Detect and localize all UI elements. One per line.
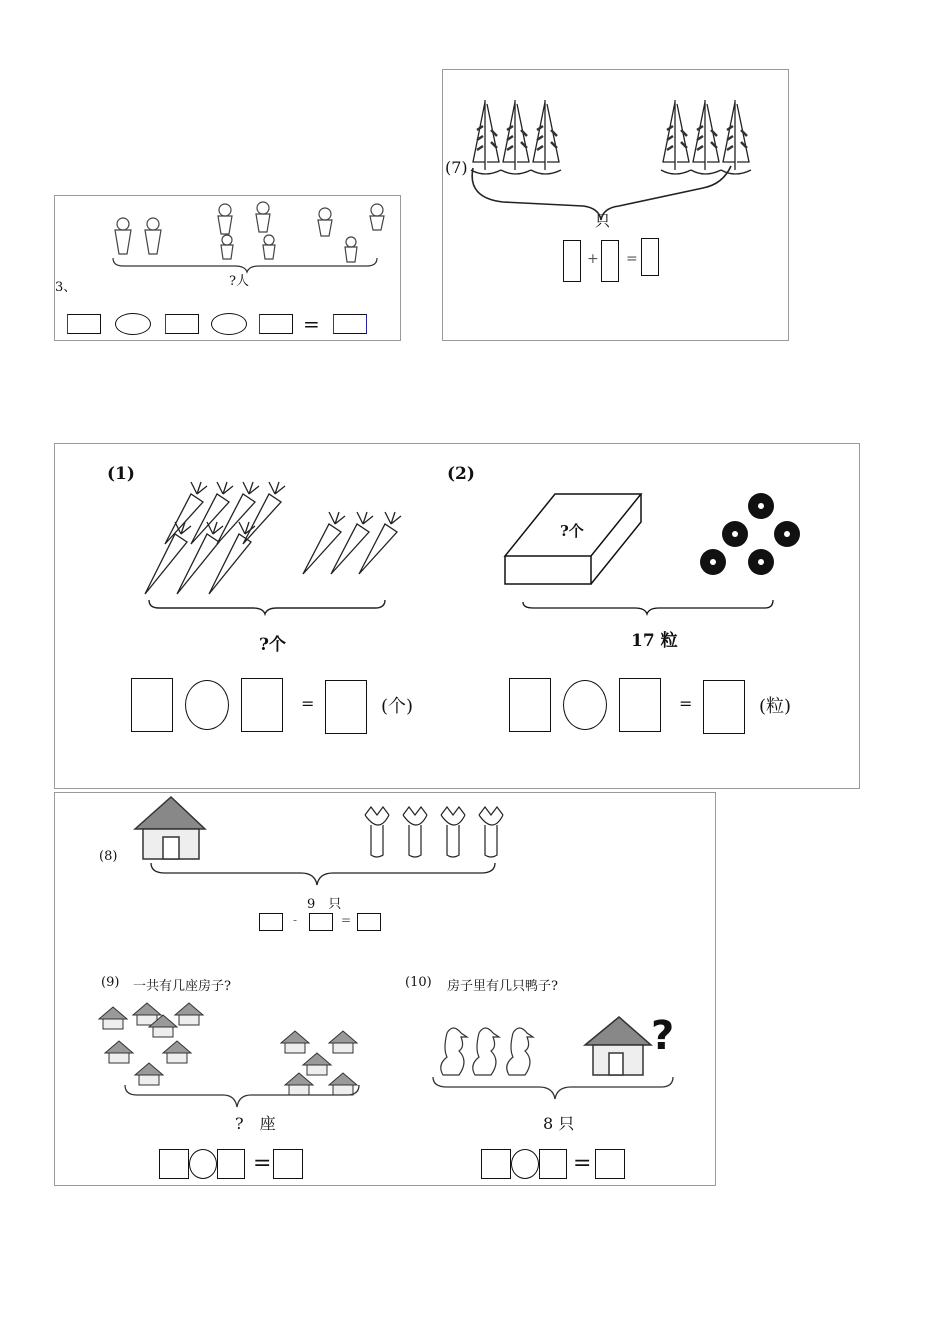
operator-circle[interactable]	[211, 313, 247, 335]
operator-circle[interactable]	[185, 680, 229, 730]
equals-sign: =	[301, 694, 315, 713]
answer-box[interactable]	[67, 314, 101, 334]
problem-10-question-mark: ?	[651, 1013, 675, 1059]
problem-3-panel	[54, 195, 401, 341]
answer-box[interactable]	[259, 913, 283, 931]
answer-box[interactable]	[641, 238, 659, 276]
problem-9-number: (9)	[101, 975, 120, 990]
problem-9-total: ? 座	[235, 1114, 276, 1133]
problem-10-number: (10)	[405, 975, 432, 990]
problems-8-10-panel	[54, 792, 716, 1186]
operator-circle[interactable]	[511, 1149, 539, 1179]
answer-box[interactable]	[217, 1149, 245, 1179]
answer-box[interactable]	[241, 678, 283, 732]
problem-1-number: (1)	[107, 464, 135, 484]
problem-2-total: 17 粒	[631, 631, 678, 651]
carrots-illustration	[135, 474, 435, 644]
problem-1-unit: (个)	[381, 696, 414, 717]
equals-sign: =	[303, 312, 320, 336]
answer-box[interactable]	[481, 1149, 511, 1179]
problem-7-total: 只	[595, 212, 611, 230]
box-and-beads-illustration	[495, 474, 855, 644]
answer-box[interactable]	[159, 1149, 189, 1179]
problems-1-2-panel	[54, 443, 860, 789]
answer-box[interactable]	[601, 240, 619, 282]
problem-2-box-label: ?个	[560, 522, 584, 540]
sailboats-illustration	[443, 70, 790, 342]
answer-box[interactable]	[595, 1149, 625, 1179]
answer-box[interactable]	[165, 314, 199, 334]
answer-box[interactable]	[333, 314, 367, 334]
answer-box[interactable]	[357, 913, 381, 931]
operator-circle[interactable]	[115, 313, 151, 335]
problem-2-number: (2)	[447, 464, 475, 484]
equals-sign: =	[626, 251, 638, 267]
answer-box[interactable]	[259, 314, 293, 334]
problem-8-total: 9 只	[307, 897, 342, 912]
minus-sign: -	[293, 913, 298, 927]
equals-sign: =	[253, 1151, 272, 1176]
answer-box[interactable]	[619, 678, 661, 732]
house-and-cats-illustration	[135, 793, 555, 903]
operator-circle[interactable]	[563, 680, 607, 730]
plus-sign: +	[587, 251, 599, 267]
equals-sign: =	[573, 1151, 592, 1176]
operator-circle[interactable]	[189, 1149, 217, 1179]
equals-sign: =	[341, 913, 352, 927]
equals-sign: =	[679, 694, 693, 713]
problem-10-total: 8 只	[543, 1114, 575, 1133]
answer-box[interactable]	[325, 680, 367, 734]
answer-box[interactable]	[703, 680, 745, 734]
problem-3-number: 3、	[55, 280, 77, 295]
problem-2-unit: (粒)	[759, 696, 792, 717]
answer-box[interactable]	[563, 240, 581, 282]
answer-box[interactable]	[309, 913, 333, 931]
problem-9-question: 一共有几座房子?	[133, 979, 231, 994]
answer-box[interactable]	[509, 678, 551, 732]
answer-box[interactable]	[539, 1149, 567, 1179]
problem-7-panel	[442, 69, 789, 341]
houses-illustration	[95, 1003, 375, 1113]
answer-box[interactable]	[131, 678, 173, 732]
problem-7-number: (7)	[445, 158, 468, 177]
problem-3-total: ?人	[229, 274, 249, 289]
problem-8-number: (8)	[99, 849, 118, 864]
problem-1-total: ?个	[259, 635, 286, 655]
problem-10-question: 房子里有几只鸭子?	[447, 979, 558, 994]
answer-box[interactable]	[273, 1149, 303, 1179]
